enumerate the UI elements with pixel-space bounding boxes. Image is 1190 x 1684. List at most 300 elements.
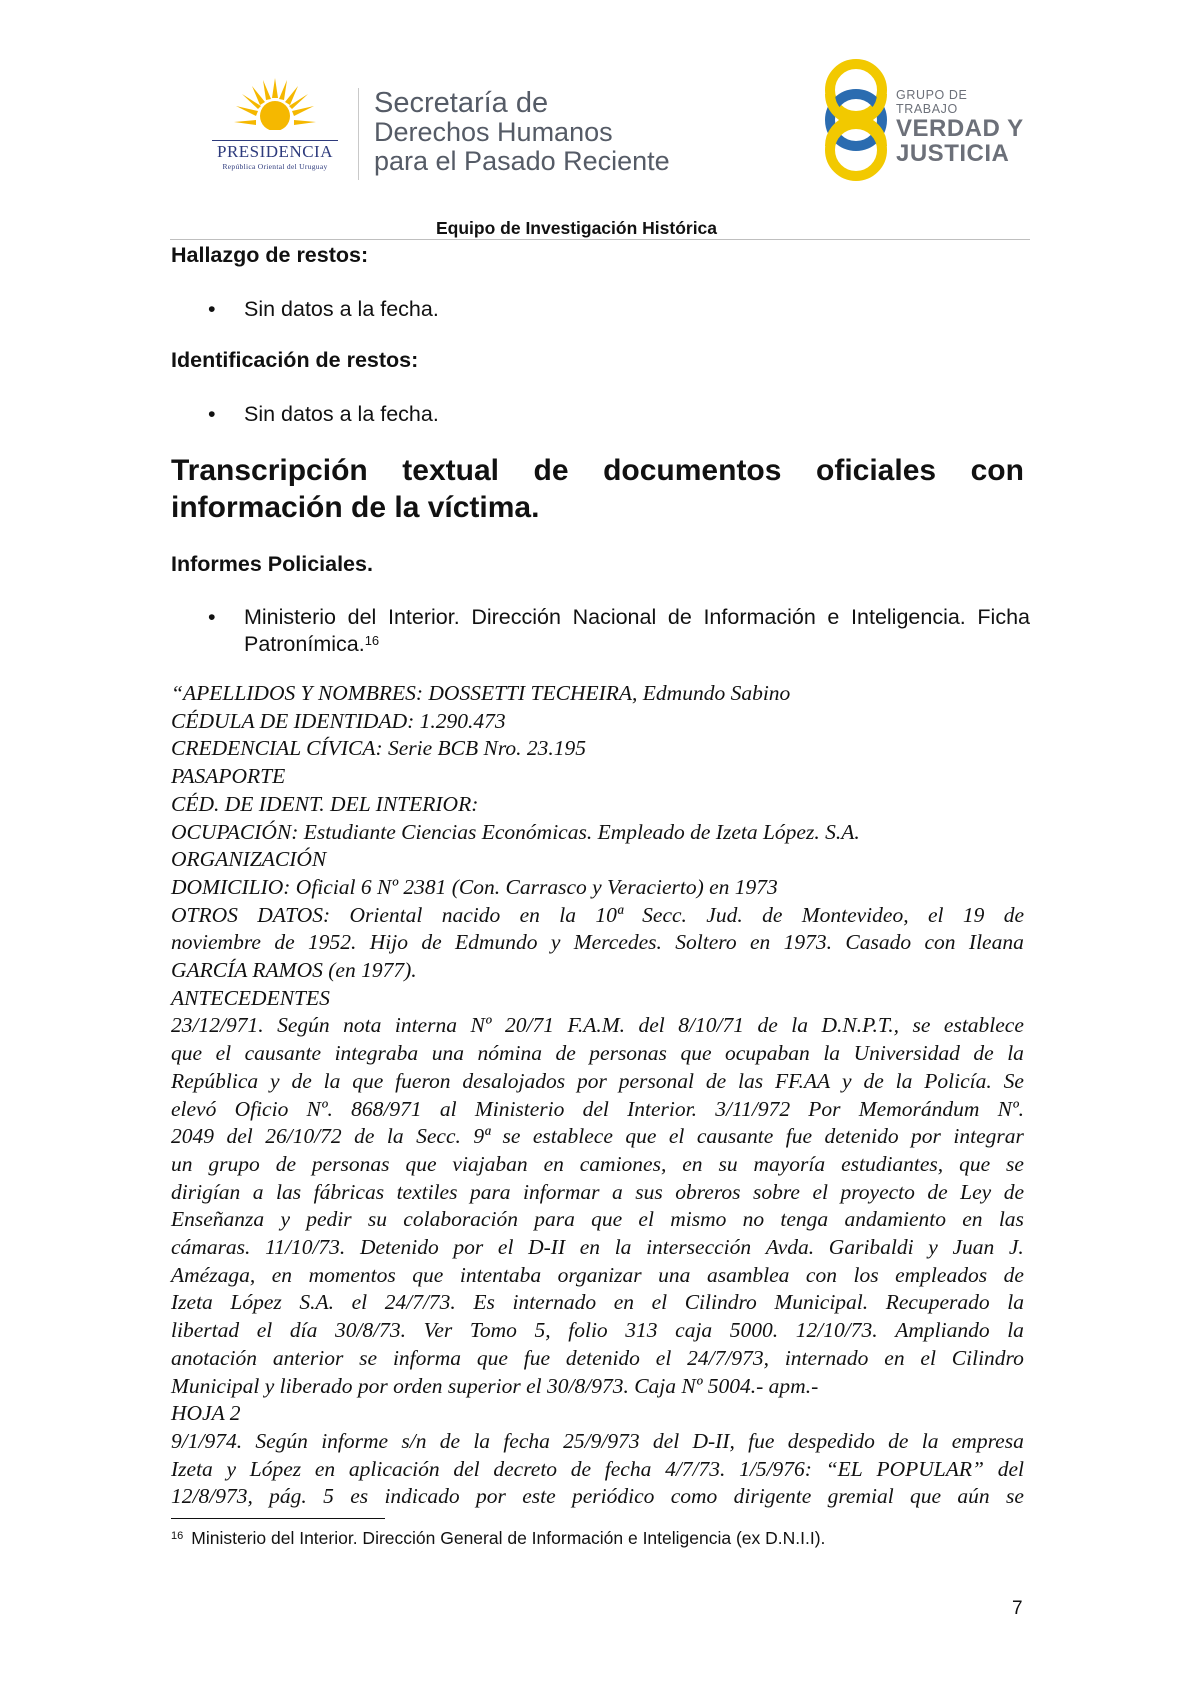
transcript-word: un — [171, 1151, 193, 1176]
transcript-line — [171, 929, 1024, 957]
transcript-word: J. — [1008, 1235, 1024, 1260]
transcript-word: Tomo — [469, 1318, 517, 1343]
transcript-word: el — [668, 1124, 685, 1149]
informes-item-body: Ministerio del Interior. Dirección Nacional de Información e Inteligencia. Ficha Patronímica. — [244, 605, 1030, 656]
transcript-word: libertad — [171, 1318, 240, 1343]
transcript-word: Ileana — [968, 930, 1024, 955]
transcript-word: Ministerio — [474, 1096, 565, 1121]
transcript-line — [171, 1123, 1024, 1151]
transcript-word: la — [323, 1068, 341, 1093]
transcript-word: Nº. — [306, 1096, 333, 1121]
transcript-word: empleados — [895, 1262, 988, 1287]
transcript-word: periódico — [571, 1484, 655, 1509]
ficha-transcript — [171, 680, 1024, 1511]
transcript-word: de — [274, 930, 295, 955]
transcript-word: Ampliando — [895, 1318, 990, 1343]
transcript-word: las — [276, 1179, 302, 1204]
transcript-word: Mercedes. — [573, 930, 662, 955]
transcript-word: la — [386, 1124, 404, 1149]
transcript-word: las — [998, 1207, 1024, 1232]
transcript-word: que — [171, 1041, 203, 1066]
transcript-word: la — [1007, 1318, 1024, 1343]
transcript-word: Universidad — [853, 1041, 960, 1066]
transcript-word: establece — [943, 1013, 1024, 1038]
transcript-word: de — [863, 1068, 884, 1093]
transcript-line: ORGANIZACIÓN — [171, 847, 327, 872]
transcript-word: una — [431, 1041, 464, 1066]
transcript-word: F.A.M. — [567, 1013, 625, 1038]
transcript-word: del — [582, 1096, 609, 1121]
transcript-word: detenido — [824, 1124, 899, 1149]
transcript-word: por — [911, 1124, 941, 1149]
transcript-word: fecha — [604, 1456, 652, 1481]
transcript-word: intentaba — [459, 1262, 542, 1287]
transcript-word: Secc. — [416, 1124, 461, 1149]
transcript-word: s/n — [401, 1428, 427, 1453]
header-rule — [170, 239, 1030, 240]
transcript-word: Memorándum — [858, 1096, 980, 1121]
transcript-word: de — [1003, 1179, 1024, 1204]
transcript-word: que — [959, 1151, 991, 1176]
transcript-word: se — [1005, 1484, 1024, 1509]
transcript-word: 8/10/71 — [678, 1013, 744, 1038]
footnote-reference: 16 — [364, 633, 380, 648]
transcript-word: de — [439, 1428, 461, 1453]
transcript-word: folio — [568, 1318, 608, 1343]
transcript-word: fueron — [395, 1068, 451, 1093]
transcript-word: que — [680, 1041, 712, 1066]
transcript-word: camiones, — [579, 1151, 667, 1176]
transcript-word: S.A. — [299, 1290, 334, 1315]
transcript-word: colaboración — [403, 1207, 518, 1232]
transcript-word: a — [612, 1179, 623, 1204]
transcript-word: Por — [808, 1096, 841, 1121]
transcript-word: 9/1/974. — [171, 1428, 243, 1453]
transcript-word: se — [359, 1345, 378, 1370]
transcript-word: ocupaban — [725, 1041, 810, 1066]
transcript-word: aplicación — [348, 1456, 440, 1481]
transcript-line — [171, 1345, 1024, 1373]
transcript-word: y — [280, 1207, 290, 1232]
transcript-word: de — [291, 1068, 312, 1093]
transcript-word: se — [502, 1124, 521, 1149]
heading-word: con — [970, 454, 1024, 487]
transcript-word: por — [453, 1235, 484, 1260]
transcript-word: anterior — [272, 1345, 344, 1370]
transcript-word: nómina — [477, 1041, 542, 1066]
transcript-word: Según — [255, 1428, 308, 1453]
transcript-word: día — [289, 1318, 318, 1343]
transcript-line: CREDENCIAL CÍVICA: Serie BCB Nro. 23.195 — [171, 736, 587, 761]
transcript-word: 868/971 — [351, 1096, 422, 1121]
transcript-word: indicado — [384, 1484, 460, 1509]
transcript-word: Casado — [845, 930, 912, 955]
transcript-word: DATOS: — [257, 902, 331, 927]
transcript-word: 9ª — [473, 1124, 491, 1149]
transcript-word: el — [655, 1345, 672, 1370]
heading-word: de — [533, 454, 569, 487]
footnote-text: Ministerio del Interior. Dirección General de Información e Inteligencia (ex D.N.I.I). — [191, 1528, 826, 1548]
transcript-word: de — [354, 1124, 375, 1149]
hallazgo-heading: Hallazgo de restos: — [171, 243, 369, 267]
transcript-word: Izeta — [171, 1290, 213, 1315]
running-header: Equipo de Investigación Histórica — [436, 218, 718, 238]
transcript-word: caja — [675, 1318, 713, 1343]
transcript-line: “APELLIDOS Y NOMBRES: DOSSETTI TECHEIRA, Edmundo Sabino — [171, 681, 791, 705]
transcript-word: la — [1007, 1041, 1024, 1066]
transcript-word: viajaban — [452, 1151, 528, 1176]
interlocked-rings-icon — [820, 54, 892, 184]
transcript-word: es — [350, 1484, 369, 1509]
hallazgo-item-text: Sin datos a la fecha. — [244, 297, 439, 321]
transcript-line — [171, 1068, 1024, 1096]
transcript-word: Detenido — [359, 1235, 439, 1260]
transcripcion-heading — [171, 452, 1024, 526]
transcript-word: despedido — [787, 1428, 875, 1453]
transcript-line — [171, 1040, 1024, 1068]
transcript-word: integrar — [953, 1124, 1024, 1149]
bullet-icon: • — [208, 402, 216, 426]
transcript-word: 5 — [323, 1484, 334, 1509]
transcript-word: noviembre — [171, 930, 261, 955]
transcript-word: en — [579, 1235, 601, 1260]
identificacion-heading: Identificación de restos: — [171, 348, 419, 372]
transcript-word: y — [550, 930, 561, 955]
transcript-word: internado — [784, 1345, 869, 1370]
transcript-word: 1/5/976: — [739, 1456, 812, 1481]
heading-word: Transcripción — [171, 454, 368, 487]
transcript-word: la — [791, 1013, 809, 1038]
transcript-word: nacido — [441, 902, 501, 927]
transcript-word: Hijo — [369, 930, 408, 955]
transcript-word: del — [638, 1013, 665, 1038]
transcript-word: en — [543, 1151, 564, 1176]
transcript-word: Se — [1003, 1068, 1024, 1093]
transcript-line — [171, 1179, 1024, 1207]
transcript-word: la — [559, 902, 576, 927]
transcript-word: en — [884, 1345, 905, 1370]
heading-word: textual — [402, 454, 499, 487]
transcript-line — [171, 1289, 1024, 1317]
transcript-word: que — [625, 1124, 657, 1149]
transcript-line — [171, 902, 1024, 930]
transcript-word: el — [920, 1345, 936, 1370]
transcript-word: el — [638, 1207, 654, 1232]
transcript-word: Montevideo, — [801, 902, 909, 927]
transcript-word: 4/7/73. — [665, 1456, 726, 1481]
transcript-word: la — [614, 1235, 632, 1260]
transcript-word: proyecto — [840, 1179, 915, 1204]
bullet-icon: • — [208, 297, 216, 321]
transcript-word: 3/11/972 — [715, 1096, 791, 1121]
transcript-word: decreto — [493, 1456, 558, 1481]
transcript-word: de — [1003, 1262, 1024, 1287]
transcript-word: 20/71 — [504, 1013, 554, 1038]
transcript-word: este — [522, 1484, 556, 1509]
transcript-line: CÉDULA DE IDENTIDAD: 1.290.473 — [171, 708, 506, 733]
transcript-line — [171, 1262, 1024, 1290]
transcript-word: informe — [321, 1428, 389, 1453]
transcript-word: establece — [532, 1124, 613, 1149]
transcript-word: en — [682, 1151, 703, 1176]
presidencia-logo — [196, 78, 354, 174]
transcript-line — [171, 1096, 1024, 1124]
transcript-word: del — [997, 1456, 1024, 1481]
transcript-word: causante — [696, 1124, 774, 1149]
transcript-word: interna — [394, 1013, 457, 1038]
transcript-word: FF.AA — [775, 1068, 831, 1093]
transcript-word: Recuperado — [885, 1290, 990, 1315]
transcript-word: de — [555, 1041, 576, 1066]
transcript-word: intersección — [646, 1235, 752, 1260]
transcript-word: Juan — [952, 1235, 995, 1260]
transcript-word: se — [1006, 1151, 1024, 1176]
transcript-word: Cilindro — [684, 1290, 757, 1315]
transcript-word: Amézaga, — [171, 1262, 256, 1287]
transcript-word: el — [351, 1290, 368, 1315]
transcript-word: pág. — [269, 1484, 307, 1509]
transcript-line: Municipal y liberado por orden superior el 30/8/973. Caja Nº 5004.- apm.- — [171, 1373, 819, 1398]
heading-word: oficiales — [816, 454, 937, 487]
transcript-word: elevó — [171, 1096, 217, 1121]
transcript-word: la — [921, 1428, 939, 1453]
transcript-word: de — [973, 1041, 994, 1066]
bullet-icon: • — [208, 605, 216, 629]
informes-heading: Informes Policiales. — [171, 552, 373, 576]
transcript-word: de — [421, 930, 442, 955]
transcript-word: fecha — [503, 1428, 550, 1453]
transcript-word: nota — [343, 1013, 382, 1038]
transcript-word: la — [823, 1041, 841, 1066]
transcript-word: 12/10/73. — [795, 1318, 878, 1343]
transcript-word: fábricas — [313, 1179, 385, 1204]
transcript-word: a — [252, 1179, 264, 1204]
transcript-word: Oriental — [349, 902, 423, 927]
transcript-line — [171, 1206, 1024, 1234]
transcript-word: Avda. — [765, 1235, 815, 1260]
transcript-word: 19 — [962, 902, 985, 927]
secretaria-logo-text — [374, 88, 670, 176]
transcript-word: en — [962, 1207, 983, 1232]
informes-item-text — [244, 604, 1030, 658]
transcript-word: Izeta — [171, 1456, 213, 1481]
transcript-word: López — [230, 1290, 282, 1315]
transcript-word: Soltero — [675, 930, 737, 955]
transcript-word: López — [249, 1456, 302, 1481]
transcript-line: CÉD. DE IDENT. DEL INTERIOR: — [171, 791, 479, 816]
transcript-word: Enseñanza — [171, 1207, 265, 1232]
transcript-word: 1973. — [783, 930, 833, 955]
transcript-word: textiles — [396, 1179, 458, 1204]
transcript-word: Según — [277, 1013, 330, 1038]
transcript-word: de — [927, 1179, 948, 1204]
transcript-word: que — [412, 1262, 444, 1287]
transcript-word: que — [405, 1151, 437, 1176]
grupo-line-3: JUSTICIA — [896, 140, 1010, 167]
transcript-line: PASAPORTE — [171, 764, 286, 789]
transcript-word: y — [270, 1068, 280, 1093]
transcript-word: detenido — [565, 1345, 640, 1370]
transcript-word: D-II, — [692, 1428, 735, 1453]
transcript-word: Ver — [423, 1318, 453, 1343]
transcript-word: tenga — [780, 1207, 829, 1232]
transcript-word: D-II — [528, 1235, 566, 1260]
transcript-word: grupo — [208, 1151, 260, 1176]
transcript-word: en — [314, 1456, 336, 1481]
transcript-word: Nº. — [997, 1096, 1024, 1121]
transcript-word: se — [912, 1013, 931, 1038]
transcript-word: 12/8/973, — [171, 1484, 253, 1509]
transcript-word: integraba — [334, 1041, 419, 1066]
transcript-word: OTROS — [171, 902, 238, 927]
footnote-rule — [171, 1518, 385, 1519]
transcript-word: cámaras. — [171, 1235, 251, 1260]
transcript-word: andamiento — [844, 1207, 946, 1232]
grupo-line-2: VERDAD Y — [896, 115, 1024, 142]
transcript-word: por — [476, 1484, 506, 1509]
transcript-line — [171, 1151, 1024, 1179]
transcript-word: 24/7/973, — [687, 1345, 769, 1370]
transcript-word: República — [171, 1068, 259, 1093]
transcript-word: para — [534, 1207, 575, 1232]
transcript-word: Garibaldi — [828, 1235, 914, 1260]
transcript-word: la — [1007, 1290, 1024, 1315]
transcript-word: el — [215, 1041, 232, 1066]
transcript-word: de — [1003, 902, 1024, 927]
transcript-word: personal — [618, 1068, 694, 1093]
transcript-word: no — [742, 1207, 765, 1232]
transcript-word: 30/8/73. — [334, 1318, 407, 1343]
transcript-word: que — [591, 1207, 623, 1232]
presidencia-rule — [212, 140, 338, 141]
transcript-word: el — [497, 1235, 514, 1260]
transcript-word: la — [473, 1428, 491, 1453]
transcript-word: su — [718, 1151, 738, 1176]
transcript-line — [171, 1456, 1024, 1484]
page-number: 7 — [1012, 1598, 1023, 1619]
transcript-word: el — [927, 902, 944, 927]
transcript-word: al — [439, 1096, 457, 1121]
transcript-word: causante — [244, 1041, 322, 1066]
transcript-word: 11/10/73. — [265, 1235, 346, 1260]
transcript-word: organizar — [557, 1262, 642, 1287]
footnote-number: 16 — [171, 1530, 184, 1542]
transcript-line — [171, 1483, 1024, 1511]
transcript-word: su — [367, 1207, 388, 1232]
transcript-word: dirigían — [171, 1179, 241, 1204]
transcript-line: HOJA 2 — [171, 1401, 241, 1426]
heading-word: documentos — [603, 454, 782, 487]
transcript-word: el — [812, 1179, 828, 1204]
transcript-line: ANTECEDENTES — [171, 985, 330, 1010]
transcript-word: Secc. — [642, 902, 687, 927]
transcript-word: Oficio — [234, 1096, 289, 1121]
transcript-word: desalojados — [462, 1068, 566, 1093]
transcript-word: POPULAR” — [876, 1456, 984, 1481]
transcript-word: Nº — [470, 1013, 492, 1038]
transcript-word: fue — [748, 1428, 775, 1453]
transcript-word: en — [519, 902, 540, 927]
transcript-word: 1952. — [308, 930, 357, 955]
header-divider — [358, 88, 359, 180]
transcript-word: mayoría — [753, 1151, 826, 1176]
transcript-word: 2049 — [171, 1124, 214, 1149]
transcript-word: Ley — [960, 1179, 992, 1204]
transcript-word: informa — [392, 1345, 462, 1370]
transcript-word: personas — [311, 1151, 390, 1176]
presidencia-subtitle: República Oriental del Uruguay — [222, 162, 328, 171]
transcript-word: Es — [473, 1290, 495, 1315]
transcript-word: mismo — [670, 1207, 727, 1232]
transcript-word: en — [613, 1290, 634, 1315]
transcript-word: Municipal. — [774, 1290, 869, 1315]
transcript-word: Policía. — [924, 1068, 992, 1093]
sun-icon — [234, 78, 316, 140]
transcript-word: Jud. — [706, 902, 743, 927]
transcript-word: momentos — [308, 1262, 396, 1287]
transcript-word: pedir — [306, 1207, 352, 1232]
identificacion-item-text: Sin datos a la fecha. — [244, 402, 439, 426]
transcripcion-heading-line-1 — [171, 452, 1024, 489]
transcript-word: el — [256, 1318, 273, 1343]
transcript-word: que — [352, 1068, 384, 1093]
transcript-word: y — [928, 1235, 938, 1260]
transcript-word: obreros — [675, 1179, 741, 1204]
transcript-word: del — [226, 1124, 253, 1149]
transcript-word: la — [895, 1068, 913, 1093]
transcript-word: personas — [589, 1041, 667, 1066]
transcript-word: 10ª — [595, 902, 623, 927]
transcript-word: los — [853, 1262, 879, 1287]
transcript-word: del — [453, 1456, 480, 1481]
transcript-word: D.N.P.T., — [821, 1013, 899, 1038]
transcript-word: gremial — [827, 1484, 894, 1509]
transcript-word: como — [670, 1484, 718, 1509]
transcript-line — [171, 1317, 1024, 1345]
transcript-line — [171, 1234, 1024, 1262]
transcript-word: sus — [635, 1179, 663, 1204]
secretaria-line-1: Secretaría de — [374, 87, 549, 119]
transcript-word: anotación — [171, 1345, 257, 1370]
grupo-line-1: GRUPO DE TRABAJO — [896, 88, 968, 116]
transcript-line: GARCÍA RAMOS (en 1977). — [171, 958, 417, 983]
transcript-word: aún — [957, 1484, 990, 1509]
transcript-word: fue — [523, 1345, 551, 1370]
footnote — [171, 1528, 825, 1549]
transcript-word: de — [762, 902, 783, 927]
transcript-word: el — [651, 1290, 668, 1315]
transcript-word: sobre — [753, 1179, 800, 1204]
transcript-word: Edmundo — [455, 930, 538, 955]
transcript-word: en — [749, 930, 771, 955]
transcript-word: una — [658, 1262, 691, 1287]
transcript-word: 26/10/72 — [265, 1124, 342, 1149]
transcript-word: por — [577, 1068, 607, 1093]
transcript-word: que — [476, 1345, 508, 1370]
grupo-verdad-justicia-logo — [820, 54, 1030, 184]
transcript-word: para — [469, 1179, 511, 1204]
transcript-word: de — [888, 1428, 909, 1453]
transcript-word: del — [652, 1428, 680, 1453]
transcript-word: con — [805, 1262, 837, 1287]
transcript-word: 313 — [625, 1318, 658, 1343]
transcript-word: en — [271, 1262, 293, 1287]
transcript-word: empresa — [951, 1428, 1024, 1453]
secretaria-line-3: para el Pasado Reciente — [374, 146, 670, 176]
transcript-word: “EL — [825, 1456, 863, 1481]
transcript-word: de — [705, 1068, 727, 1093]
transcript-word: y — [226, 1456, 237, 1481]
